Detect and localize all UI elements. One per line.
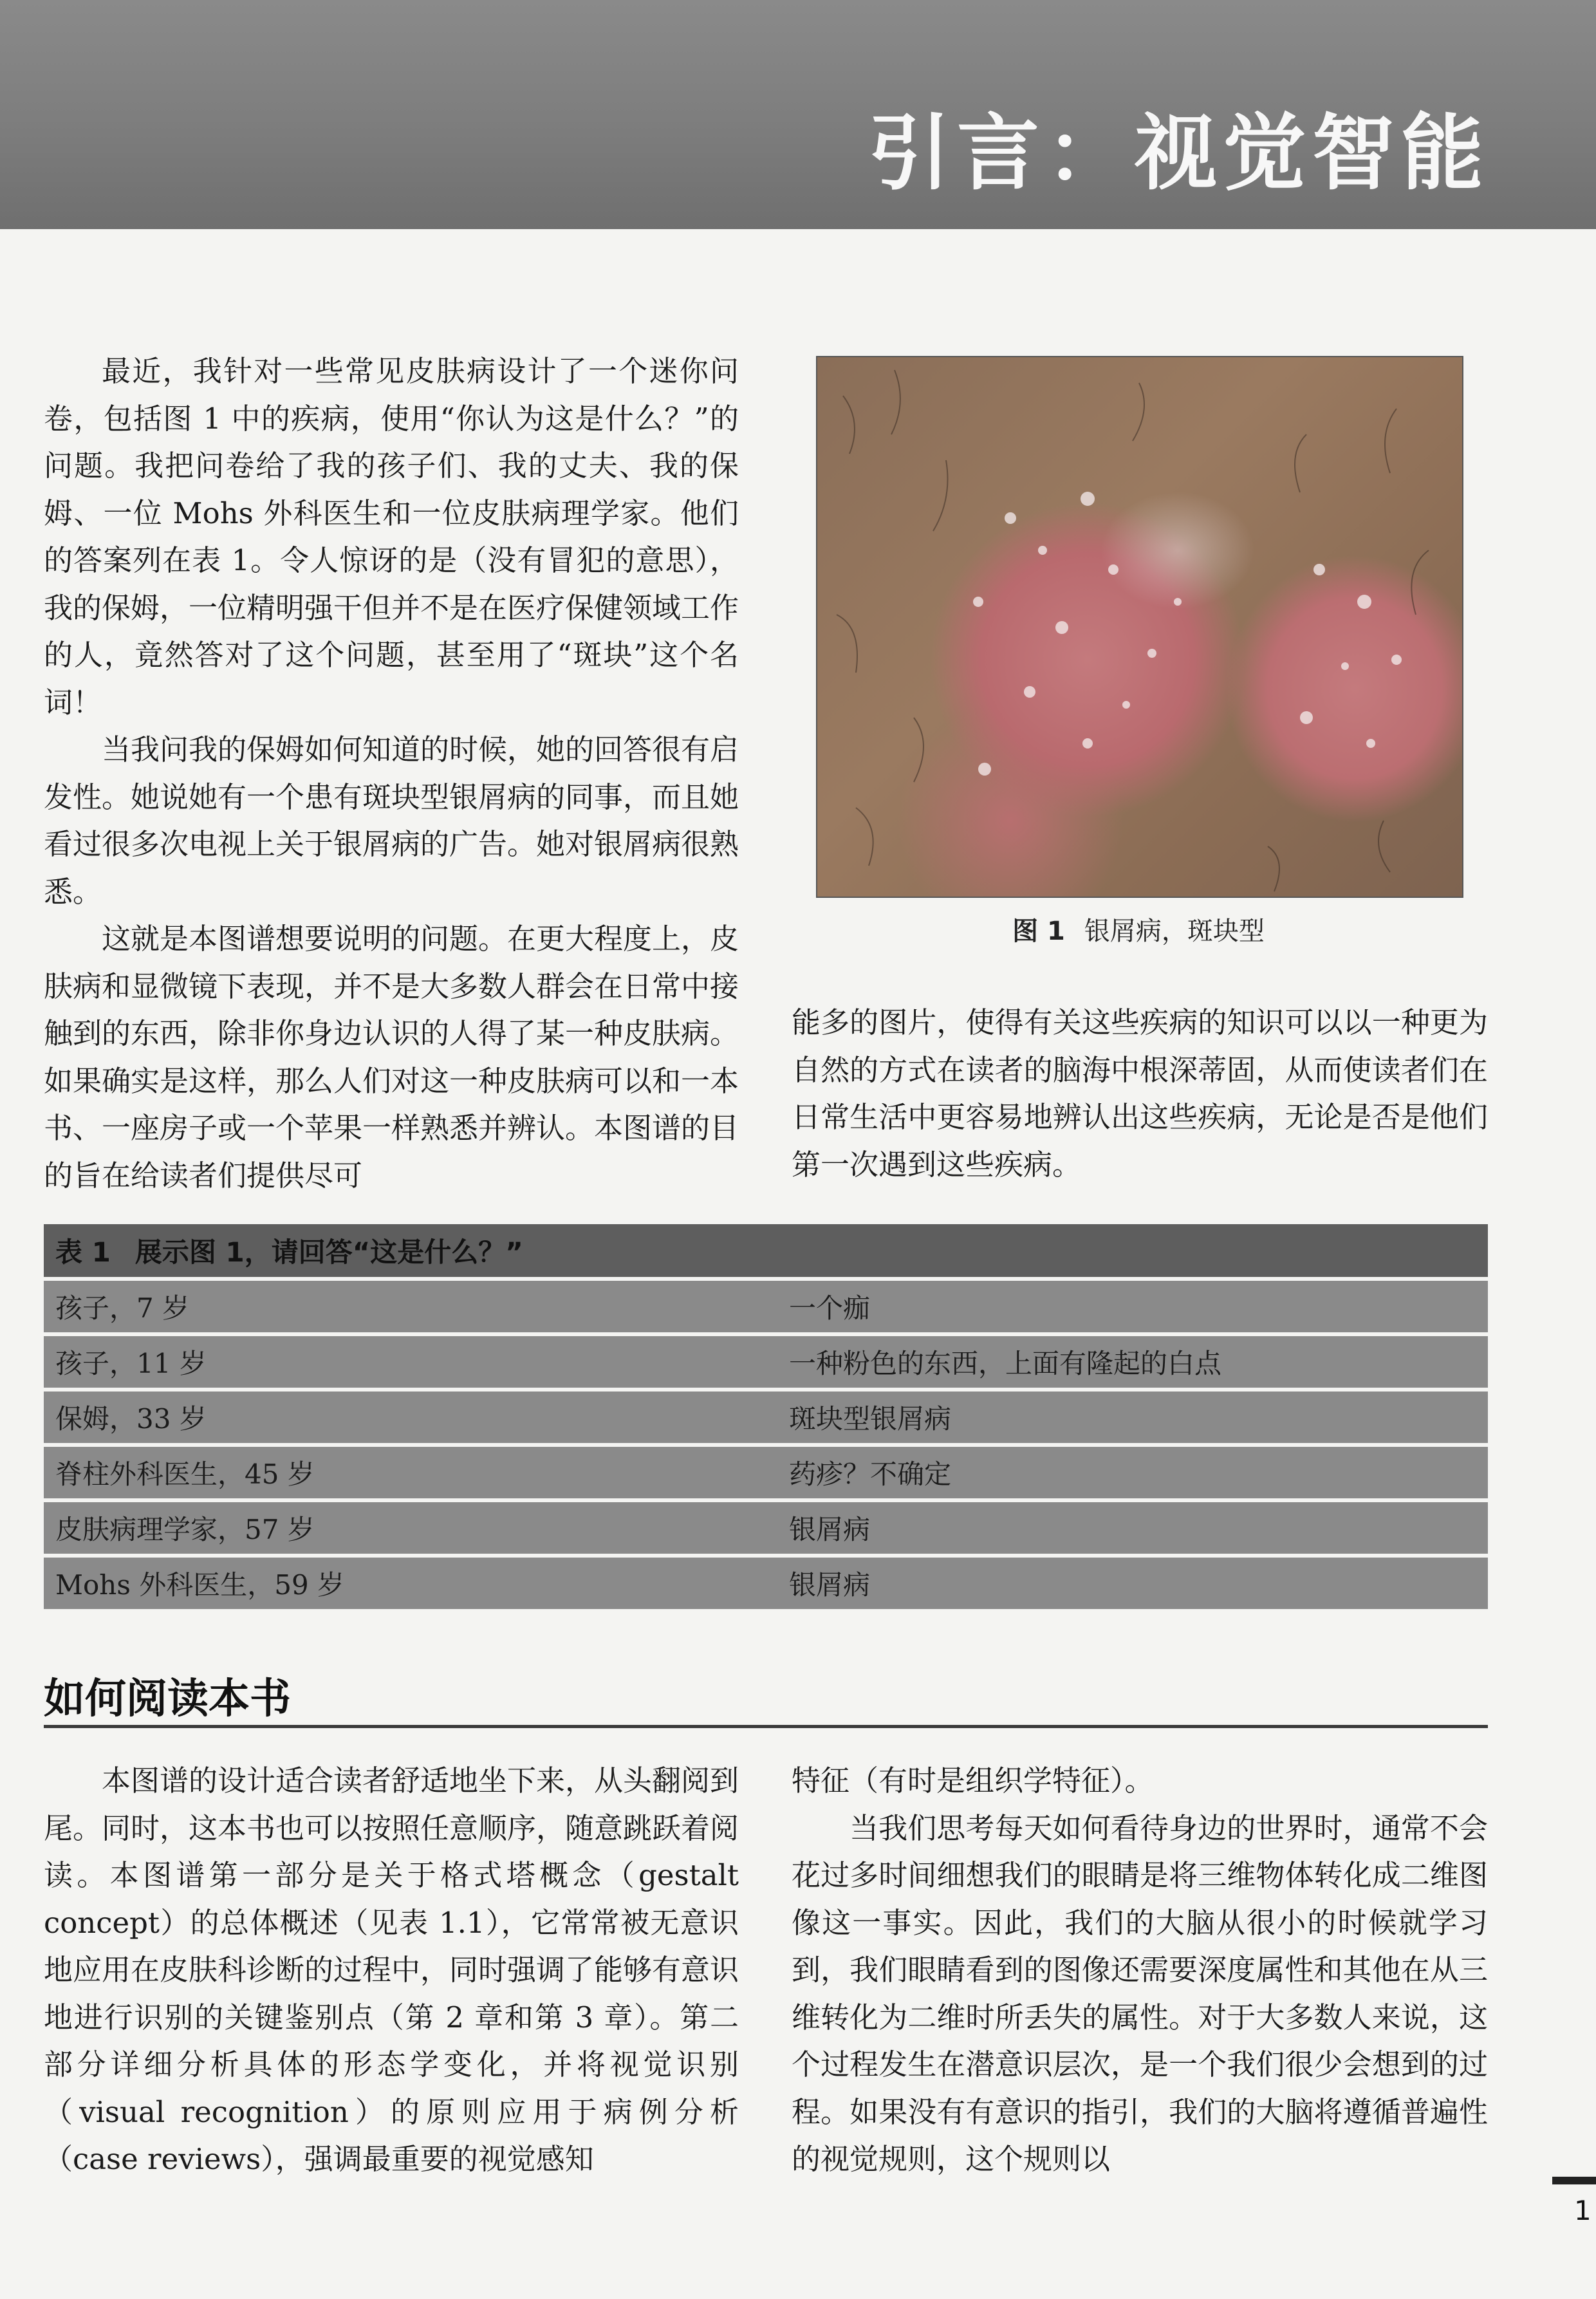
intro-paragraph-continued: 能多的图片，使得有关这些疾病的知识可以以一种更为自然的方式在读者的脑海中根深蒂固，从而使读者们在日常生活中更容易地辨认出这些疾病，无论是否是他们第一次遇到这些疾病。: [792, 1005, 1488, 1182]
table-cell-respondent: 孩子，7 岁: [55, 1292, 190, 1324]
table-row: [44, 1336, 1488, 1392]
table-cell-respondent: 孩子，11 岁: [55, 1348, 207, 1379]
table-row: [44, 1281, 1488, 1336]
section-paragraph-1: 本图谱的设计适合读者舒适地坐下来，从头翻阅到尾。同时，这本书也可以按照任意顺序，随意跳跃着阅读。本图谱第一部分是关于格式塔概念（gestalt concept）的总体概述（见表 1.1），它常常被无意识地应用在皮肤科诊断的过程中，同时强调了能够有意识地进行识别的关键鉴别点（第 2 章和第 3 章）。第二部分详细分析具体的形态学变化，并将视觉识别（visual recognition）的原则应用于病例分析（case reviews），强调最重要的视觉感知: [44, 1764, 739, 2176]
table-number: 表 1: [55, 1236, 111, 1268]
table-cell-answer: 一个痂: [789, 1292, 871, 1324]
table-cell-respondent: Mohs 外科医生，59 岁: [55, 1569, 345, 1601]
table-cell-respondent: 皮肤病理学家，57 岁: [55, 1514, 315, 1545]
table-row: [44, 1502, 1488, 1558]
section-divider: [44, 1725, 1488, 1728]
intro-left-column: [44, 348, 739, 1199]
figure-number: 图 1: [1012, 917, 1065, 946]
figure-caption: [816, 911, 1461, 947]
intro-paragraph-1: 最近，我针对一些常见皮肤病设计了一个迷你问卷，包括图 1 中的疾病，使用“你认为这是什么？”的问题。我把问卷给了我的孩子们、我的丈夫、我的保姆、一位 Mohs 外科医生和一位皮肤病理学家。他们的答案列在表 1。令人惊讶的是（没有冒犯的意思），我的保姆，一位精明强干但并不是在医疗保健领域工作的人，竟然答对了这个问题，甚至用了“斑块”这个名词！: [44, 354, 739, 720]
figure-caption-text: 银屑病，斑块型: [1084, 917, 1265, 946]
section-right-column: [792, 1757, 1488, 2183]
table-cell-answer: 银屑病: [789, 1514, 871, 1545]
section-heading: 如何阅读本书: [44, 1675, 291, 1723]
section-paragraph-continued: 特征（有时是组织学特征）。: [792, 1764, 1154, 1798]
table-cell-answer: 药疹？不确定: [789, 1458, 952, 1490]
table-cell-answer: 一种粉色的东西，上面有隆起的白点: [789, 1348, 1222, 1379]
table-row: [44, 1558, 1488, 1613]
table-cell-answer: 银屑病: [789, 1569, 871, 1601]
intro-right-column: [792, 999, 1488, 1188]
chapter-title: 引言：视觉智能: [868, 106, 1490, 201]
table-row: [44, 1447, 1488, 1502]
page-number: 1: [1574, 2195, 1591, 2226]
table-header: [44, 1224, 1488, 1281]
intro-paragraph-2: 当我问我的保姆如何知道的时候，她的回答很有启发性。她说她有一个患有斑块型银屑病的同事，而且她看过很多次电视上关于银屑病的广告。她对银屑病很熟悉。: [44, 732, 739, 909]
skin-lesion-photo-icon: [817, 357, 1462, 897]
table-title: 展示图 1，请回答“这是什么？”: [135, 1236, 523, 1268]
table-cell-respondent: 脊柱外科医生，45 岁: [55, 1458, 315, 1490]
section-paragraph-2: 当我们思考每天如何看待身边的世界时，通常不会花过多时间细想我们的眼睛是将三维物体转化成二维图像这一事实。因此，我们的大脑从很小的时候就学习到，我们眼睛看到的图像还需要深度属性和其他在从三维转化为二维时所丢失的属性。对于大多数人来说，这个过程发生在潜意识层次，是一个我们很少会想到的过程。如果没有有意识的指引，我们的大脑将遵循普遍性的视觉规则，这个规则以: [792, 1810, 1488, 2176]
table-row: [44, 1392, 1488, 1447]
page-edge-marker: [1552, 2177, 1596, 2184]
section-left-column: [44, 1757, 739, 2183]
table-cell-answer: 斑块型银屑病: [789, 1403, 952, 1435]
intro-paragraph-3: 这就是本图谱想要说明的问题。在更大程度上，皮肤病和显微镜下表现，并不是大多数人群会在日常中接触到的东西，除非你身边认识的人得了某一种皮肤病。如果确实是这样，那么人们对这一种皮肤病可以和一本书、一座房子或一个苹果一样熟悉并辨认。本图谱的目的旨在给读者们提供尽可: [44, 922, 739, 1193]
table-1: [44, 1224, 1488, 1613]
table-cell-respondent: 保姆，33 岁: [55, 1403, 207, 1435]
figure-1-photo: [816, 356, 1463, 898]
